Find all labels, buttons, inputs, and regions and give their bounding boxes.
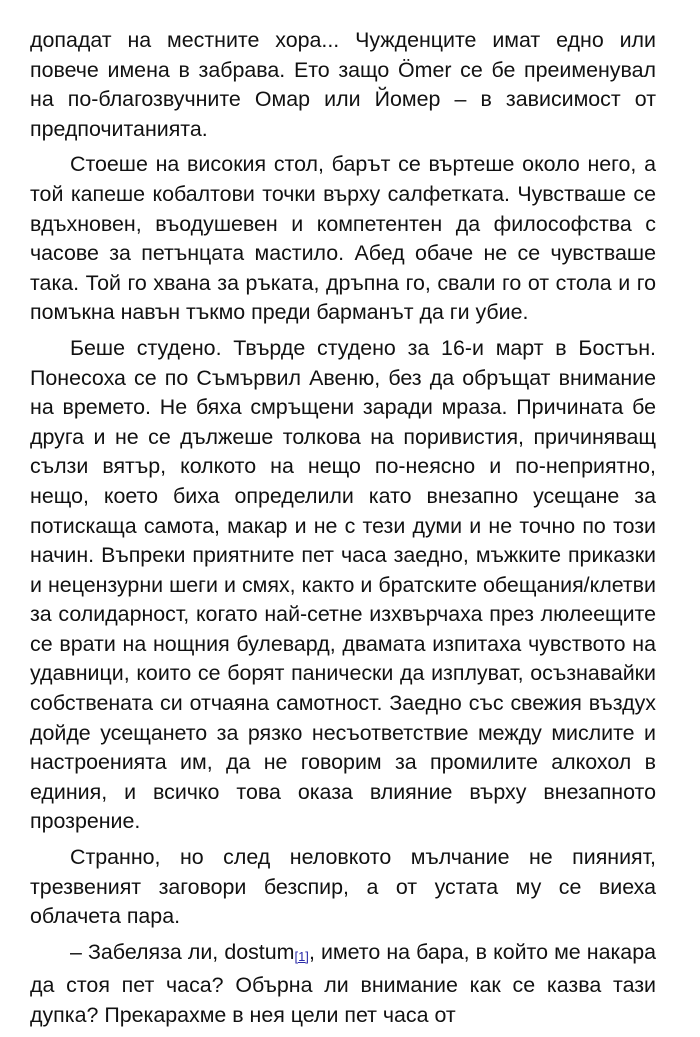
paragraph-4: Странно, но след неловкото мълчание не пияният, трезвеният заговори безспир, а от устата му се виеха облачета пара. <box>30 845 656 929</box>
dialogue-text-start: – Забеляза ли, dostum <box>70 939 295 964</box>
document-page <box>30 26 656 1037</box>
footnote-link[interactable]: [1] <box>294 948 309 964</box>
paragraph-2: Стоеше на високия стол, барът се въртеше около него, а той капеше кобалтови точки върху салфетката. Чувстваше се вдъхновен, въодушевен и компетентен да философства с часове за петънцата мастило. Абед обаче не се чувстваше така. Той го хвана за ръката, дръпна го, свали го от стола и го помъкна навън тъкмо преди барманът да ги убие. <box>30 152 656 325</box>
dialogue-text-end: , името на бара, в който ме накара да стоя пет часа? Обърна ли внимание как се казва тази дупка? Прекарахме в нея цели пет часа от <box>30 939 656 1027</box>
paragraph-1: допадат на местните хора... Чужденците имат едно или повече имена в забрава. Ето защо Ömer се бе преименувал на по-благозвучните Омар или Йомер – в зависимост от предпочитанията. <box>30 28 656 141</box>
paragraph-3: Беше студено. Твърде студено за 16-и март в Бостън. Понесоха се по Съмървил Авеню, без да обръщат внимание на времето. Не бяха смръщени заради мраза. Причината бе друга и не се дължеше толкова на поривистия, причиняващ сълзи вятър, колкото на нещо по-неясно и по-неприятно, нещо, което биха определили като внезапно усещане за потискаща самота, макар и не с тези думи и не точно по този начин. Въпреки приятните пет часа заедно, мъжките приказки и нецензурни шеги и смях, както и братските обещания/клетви за солидарност, когато най-сетне изхвърчаха през люлеещите се врати на нощния булевард, двамата изпитаха чувството на удавници, които се борят панически да изплуват, осъзнавайки собствената си отчаяна самотност. Заедно със свежия въздух дойде усещането за рязко несъответствие между мислите и настроенията им, да не говорим за промилите алкохол в единия, и всичко това оказа влияние върху внезапното прозрение. <box>30 335 656 834</box>
paragraph-5-dialogue <box>30 938 656 1031</box>
